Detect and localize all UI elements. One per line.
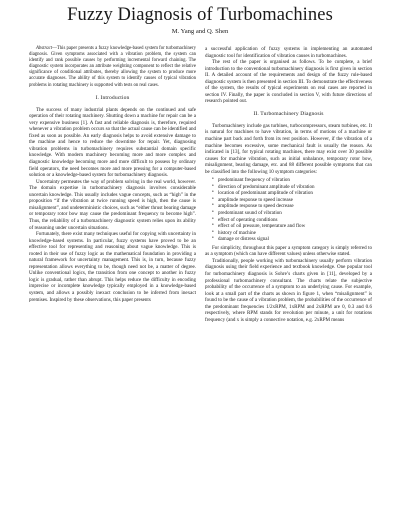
body-paragraph: Turbomachinery include gas turbines, turbocompressors, steam turbines, etc. It is natural for machines to have vibration, in terms of motions of a machine or machine part back and forth from its rest position. However, if the vibration of a machine becomes excessive, some mechanical fault is usually the reason. As indicated in [13], for typical rotating machines, there may exist over 30 possible causes for machine vibration, such as initial unbalance, temporary rotor bow, misalignment, bearing damage, etc. and 88 different possible symptoms that can be classified into the following 10 symptom categories: [205, 122, 372, 175]
list-item: • effect of operating conditions [213, 217, 372, 224]
section-heading-turbomachinery-diagnosis: II. Turbomachinery Diagnosis [253, 110, 324, 117]
list-item: • direction of predominant amplitude of vibration [213, 184, 372, 191]
list-item: • damage or distress signal [213, 236, 372, 243]
section-heading-introduction: I. Introduction [95, 94, 130, 101]
list-item: • predominant frequency of vibration [213, 177, 372, 184]
list-item: • amplitude response to speed increase [213, 197, 372, 204]
body-paragraph: Traditionally, people working with turbomachinery usually perform vibration diagnosis using their field experience and textbook knowledge. One popular tool for turbomachinery diagnosis is Sohre’s charts given in [11], developed by a professional turbomachinery consultant. The charts relate the subjective probability of the occurrence of a symptom to an underlying cause. For example, look at a small part of the charts as shown in figure 1, when “misalignment” is found to be the cause of a vibration problem, the probabilities of the occurrence of the predominant frequencies 1/2xRPM, 1xRPM and 2xRPM are 0, 0.3 and 0.6 respectively, where RPM stands for revolution per minute, a unit for rotations frequency (and x is simply a connective notation, e.g. 2xRPM means [205, 257, 372, 323]
list-item: • history of machine [213, 230, 372, 237]
list-item: • predominant sound of vibration [213, 210, 372, 217]
list-item: • location of predominant amplitude of vibration [213, 190, 372, 197]
body-paragraph: For simplicity, throughout this paper a symptom category is simply referred to as a symptom (which can have different values) unless otherwise stated. [205, 244, 372, 258]
abstract [29, 46, 196, 89]
symptom-category-list [205, 177, 372, 242]
abstract-text: —This paper presents a fuzzy knowledge-based system for turbomachinery diagnosis. Given symptoms associated with a vibration problem, the system can identify and rank possible causes by performing incremental forward chaining. The diagnostic system incorporates an attribute weighting component to reflect the relative significance of conditional attributes, thereby allowing the system to produce more accurate diagnoses. The ability of this system to identify causes of typical vibration problems in rotating machinery is supported with tests on real cases. [29, 46, 196, 88]
intro-paragraph: The success of many industrial plants depends on the continued and safe operation of their rotating machinery. Shutting down a machine for repair can be a very expensive business [1]. A fast and reliable diagnosis is, therefore, required whenever a vibration problem occurs so that the actual cause can be identified and fixed as soon as possible. An early diagnosis helps to avoid extensive damage to the machine and hence to reduce the downtime for repair. Yet, diagnosing vibration problems in turbomachinery requires substantial domain specific knowledge. With modern machinery becoming more and more complex and diagnostic knowledge becoming more and more difficult to possess by ordinary field operators, the need becomes more and more pressing for a computer-based solution or a knowledge-based system for turbomachinery diagnosis. [29, 106, 196, 179]
intro-paragraph: The rest of the paper is organised as follows. To be complete, a brief introduction to the conventional turbomachinery diagnosis is first given in section II. A detailed account of the requirements and design of the fuzzy rule-based diagnostic system is then presented in section III. To demonstrate the effectiveness of the system, the results of typical experiments on real cases are reported in section IV. Finally, the paper is concluded in section V, with future directions of research pointed out. [205, 59, 372, 105]
right-column [205, 46, 372, 323]
intro-paragraph: a successful application of fuzzy systems in implementing an automated diagnostic tool for identification of vibration causes in turbomachines. [205, 46, 372, 59]
list-item: • effect of oil pressure, temperature and flow [213, 223, 372, 230]
list-item: • amplitude response to speed decrease [213, 203, 372, 210]
left-column [29, 46, 196, 303]
intro-paragraph: Fortunately, there exist many techniques useful for copying with uncertainty in knowledge-based systems. In particular, fuzzy systems have proved to be an effective tool for representing and reasoning about vague knowledge. This is rooted in their use of fuzzy logic as the mathematical foundation in providing a natural framework for uncertainty management. This is, in turn, because fuzzy representation allows everything to be, though need not be, a matter of degree. Unlike conventional logics, the transition from one concept to another in fuzzy logic is gradual, rather than abrupt. This helps reduce the difficulty in encoding imprecise or incomplete knowledge typically employed in a knowledge-based system, and allows a possibly inexact conclusion to be inferred from inexact premises. Inspired by these observations, this paper presents [29, 231, 196, 303]
intro-paragraph: Uncertainty permeates the way of problem solving in the real world, however. The domain expertise in turbomachinery diagnosis involves considerable uncertain knowledge. This usually includes vague concepts, such as “high” in the proposition “if the vibration at twice running speed is high, then the cause is misalignment”, and undeterministic choices, such as “either thrust bearing damage or temporary rotor bow may cause the predominant frequency to become high”. Thus, the reliability of a turbomachinery diagnostic system relies upon its ability of reasoning under uncertain situations. [29, 178, 196, 231]
paper-authors: M. Yang and Q. Shen [171, 28, 229, 35]
paper-title: Fuzzy Diagnosis of Turbomachines [67, 5, 333, 25]
abstract-label: Abstract [36, 46, 53, 51]
